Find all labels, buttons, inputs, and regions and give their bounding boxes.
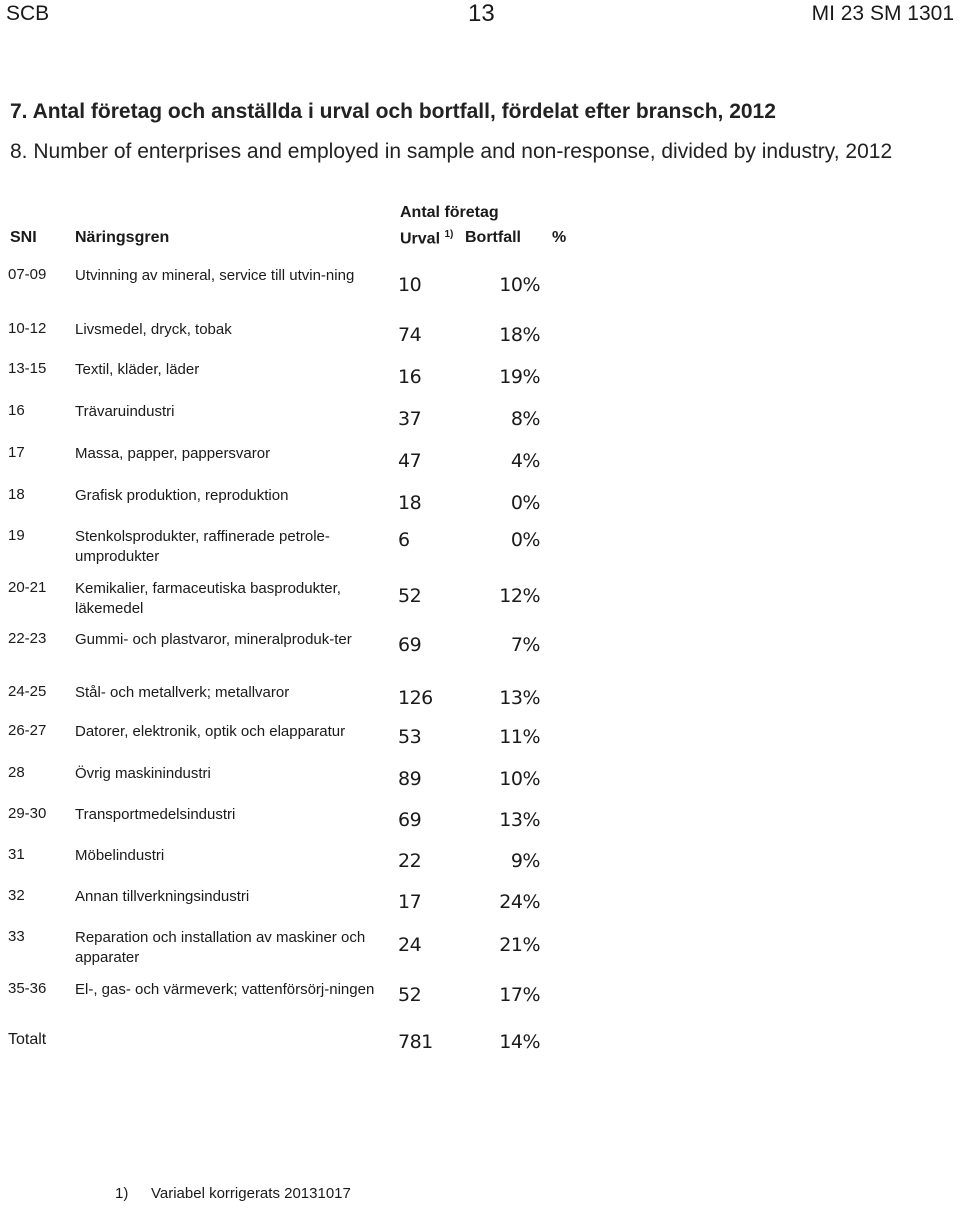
sample-count: 22 <box>398 850 422 872</box>
nonresponse-percent: 7% <box>510 634 540 656</box>
industry-name: Trävaruindustri <box>75 403 175 420</box>
sni-code: 07-09 <box>8 266 47 283</box>
column-header-sni: SNI <box>10 229 37 246</box>
nonresponse-percent: 17% <box>499 984 540 1006</box>
sni-code: 17 <box>8 444 25 461</box>
sni-code: 20-21 <box>8 579 47 596</box>
column-header-sample <box>400 229 453 248</box>
footnote <box>115 1185 351 1202</box>
header-publication-id: MI 23 SM 1301 <box>811 2 954 25</box>
industry-name: Övrig maskinindustri <box>75 765 211 782</box>
sample-count: 69 <box>398 634 422 656</box>
sni-code: 35-36 <box>8 980 47 997</box>
sni-code: 28 <box>8 764 25 781</box>
column-header-percent: % <box>552 229 567 246</box>
page-number: 13 <box>468 0 495 27</box>
sni-code: 31 <box>8 846 25 863</box>
industry-name: Stenkolsprodukter, raffinerade petrole-umprodukter <box>75 528 330 565</box>
column-header-industry: Näringsgren <box>75 229 170 246</box>
column-group-header: Antal företag <box>400 204 499 221</box>
sample-count: 53 <box>398 726 422 748</box>
sni-code: 10-12 <box>8 320 47 337</box>
header-org: SCB <box>6 2 50 25</box>
sample-count: 89 <box>398 768 422 790</box>
nonresponse-percent: 19% <box>499 366 540 388</box>
industry-name: Kemikalier, farmaceutiska basprodukter, läkemedel <box>75 580 341 617</box>
sample-count: 69 <box>398 809 422 831</box>
sample-count: 74 <box>398 324 422 346</box>
sample-count: 52 <box>398 984 422 1006</box>
nonresponse-percent: 12% <box>499 585 540 607</box>
industry-name: Annan tillverkningsindustri <box>75 888 250 905</box>
sni-code: 33 <box>8 928 25 945</box>
industry-name: Livsmedel, dryck, tobak <box>75 321 232 338</box>
sni-code: 32 <box>8 887 25 904</box>
footnote-number: 1) <box>115 1185 129 1202</box>
nonresponse-percent: 18% <box>499 324 540 346</box>
industry-name: Textil, kläder, läder <box>75 361 200 378</box>
sample-count: 52 <box>398 585 422 607</box>
industry-name: Transportmedelsindustri <box>75 806 236 823</box>
nonresponse-percent: 10% <box>499 274 540 296</box>
nonresponse-percent: 4% <box>510 450 540 472</box>
nonresponse-percent: 13% <box>499 687 540 709</box>
industry-name: Stål- och metallverk; metallvaror <box>75 684 290 701</box>
column-header-sample-label: Urval <box>400 230 441 248</box>
industry-name: Reparation och installation av maskiner och apparater <box>75 929 366 966</box>
sample-count: 24 <box>398 934 422 956</box>
sample-count: 37 <box>398 408 422 430</box>
nonresponse-percent: 14% <box>499 1031 540 1053</box>
sample-count: 18 <box>398 492 422 514</box>
sni-code: 16 <box>8 402 25 419</box>
footnote-marker: 1) <box>444 229 454 240</box>
nonresponse-percent: 10% <box>499 768 540 790</box>
industry-name: Massa, papper, pappersvaror <box>75 445 271 462</box>
nonresponse-percent: 13% <box>499 809 540 831</box>
industry-name: Datorer, elektronik, optik och elapparatur <box>75 723 346 740</box>
nonresponse-percent: 21% <box>499 934 540 956</box>
industry-name: Grafisk produktion, reproduktion <box>75 487 289 504</box>
total-label: Totalt <box>8 1031 47 1048</box>
sni-code: 18 <box>8 486 25 503</box>
sample-count: 126 <box>398 687 433 709</box>
nonresponse-percent: 8% <box>510 408 540 430</box>
sni-code: 13-15 <box>8 360 47 377</box>
column-header-nonresponse: Bortfall <box>465 229 521 246</box>
nonresponse-percent: 9% <box>510 850 540 872</box>
sni-code: 22-23 <box>8 630 47 647</box>
nonresponse-percent: 0% <box>510 529 540 551</box>
industry-name: Utvinning av mineral, service till utvin-ning <box>75 267 355 284</box>
table-title-swedish: 7. Antal företag och anställda i urval och bortfall, fördelat efter bransch, 2012 <box>10 100 776 123</box>
nonresponse-percent: 24% <box>499 891 540 913</box>
footnote-text: Variabel korrigerats 20131017 <box>151 1185 351 1202</box>
nonresponse-percent: 11% <box>499 726 540 748</box>
sample-count: 6 <box>398 529 410 551</box>
table-title-english: 8. Number of enterprises and employed in sample and non-response, divided by industry, 2012 <box>10 140 893 163</box>
industry-name: El-, gas- och värmeverk; vattenförsörj-ningen <box>75 981 375 998</box>
sample-count: 781 <box>398 1031 433 1053</box>
industry-name: Möbelindustri <box>75 847 165 864</box>
sni-code: 26-27 <box>8 722 47 739</box>
sample-count: 17 <box>398 891 422 913</box>
sample-count: 47 <box>398 450 422 472</box>
sample-count: 16 <box>398 366 422 388</box>
sni-code: 29-30 <box>8 805 47 822</box>
sample-count: 10 <box>398 274 422 296</box>
industry-name: Gummi- och plastvaror, mineralproduk-ter <box>75 631 352 648</box>
nonresponse-percent: 0% <box>510 492 540 514</box>
sni-code: 24-25 <box>8 683 47 700</box>
sni-code: 19 <box>8 527 25 544</box>
